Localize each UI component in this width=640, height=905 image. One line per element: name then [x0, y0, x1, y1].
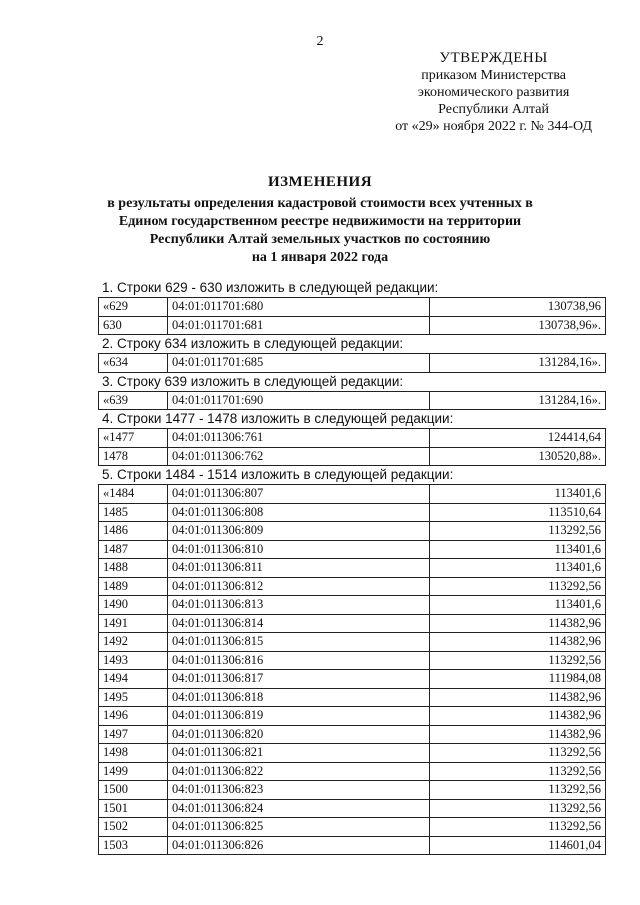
row-number: 1500	[98, 781, 168, 799]
cadastral-number: 04:01:011306:812	[168, 578, 430, 596]
row-number: «629	[98, 298, 168, 316]
table-row	[98, 353, 606, 372]
cadastral-number: 04:01:011306:813	[168, 596, 430, 614]
title-line: на 1 января 2022 года	[251, 250, 389, 265]
cadastral-number: 04:01:011306:762	[168, 448, 430, 466]
cadastral-number: 04:01:011306:761	[168, 429, 430, 447]
table-row	[98, 428, 606, 447]
table-row	[98, 484, 606, 503]
cadastral-value: 113292,56	[430, 763, 606, 781]
cadastral-number: 04:01:011306:816	[168, 652, 430, 670]
row-number: 1493	[98, 652, 168, 670]
table-row	[98, 762, 606, 781]
row-number: «1484	[98, 485, 168, 503]
title-line: в результаты определения кадастровой стоимости всех учтенных в	[107, 196, 533, 211]
table-row	[98, 817, 606, 836]
table-row	[98, 688, 606, 707]
cadastral-value: 113510,64	[430, 504, 606, 522]
document-title	[80, 173, 560, 267]
cadastral-number: 04:01:011306:814	[168, 615, 430, 633]
row-number: 1490	[98, 596, 168, 614]
cadastral-value: 113401,6	[430, 559, 606, 577]
row-number: «1477	[98, 429, 168, 447]
row-number: 1492	[98, 633, 168, 651]
row-number: 1503	[98, 837, 168, 855]
table-row	[98, 632, 606, 651]
row-number: 630	[98, 317, 168, 335]
cadastral-number: 04:01:011306:822	[168, 763, 430, 781]
cadastral-number: 04:01:011306:810	[168, 541, 430, 559]
cadastral-number: 04:01:011306:824	[168, 800, 430, 818]
cadastral-number: 04:01:011306:809	[168, 522, 430, 540]
row-number: 1494	[98, 670, 168, 688]
cadastral-number: 04:01:011306:819	[168, 707, 430, 725]
cadastral-number: 04:01:011306:825	[168, 818, 430, 836]
row-number: «639	[98, 392, 168, 410]
cadastral-number: 04:01:011306:817	[168, 670, 430, 688]
row-number: 1478	[98, 448, 168, 466]
table-row	[98, 316, 606, 335]
cadastral-value: 131284,16».	[430, 354, 606, 372]
cadastral-number: 04:01:011306:808	[168, 504, 430, 522]
approval-heading: УТВЕРЖДЕНЫ	[439, 50, 548, 66]
cadastral-number: 04:01:011306:820	[168, 726, 430, 744]
row-number: 1499	[98, 763, 168, 781]
cadastral-number: 04:01:011701:690	[168, 392, 430, 410]
table-row	[98, 447, 606, 466]
table-row	[98, 614, 606, 633]
row-number: 1498	[98, 744, 168, 762]
section-heading: 5. Строки 1484 - 1514 изложить в следующей редакции:	[98, 465, 606, 484]
cadastral-value: 113401,6	[430, 541, 606, 559]
row-number: 1487	[98, 541, 168, 559]
table-row	[98, 391, 606, 410]
cadastral-number: 04:01:011306:823	[168, 781, 430, 799]
cadastral-number: 04:01:011306:811	[168, 559, 430, 577]
changes-table	[98, 279, 606, 855]
section-heading: 1. Строки 629 - 630 изложить в следующей редакции:	[102, 280, 439, 295]
cadastral-value: 114382,96	[430, 615, 606, 633]
table-row	[98, 651, 606, 670]
cadastral-number: 04:01:011306:826	[168, 837, 430, 855]
approval-line: приказом Министерства	[421, 68, 566, 83]
cadastral-value: 113292,56	[430, 781, 606, 799]
table-row	[98, 725, 606, 744]
table-row	[98, 780, 606, 799]
row-number: 1485	[98, 504, 168, 522]
row-number: 1489	[98, 578, 168, 596]
cadastral-value: 130520,88».	[430, 448, 606, 466]
cadastral-number: 04:01:011701:680	[168, 298, 430, 316]
cadastral-value: 114382,96	[430, 726, 606, 744]
table-row	[98, 297, 606, 316]
cadastral-value: 114382,96	[430, 689, 606, 707]
table-row	[98, 595, 606, 614]
cadastral-value: 131284,16».	[430, 392, 606, 410]
row-number: 1497	[98, 726, 168, 744]
table-row	[98, 540, 606, 559]
cadastral-number: 04:01:011306:815	[168, 633, 430, 651]
title-line: Едином государственном реестре недвижимости на территории	[118, 214, 522, 229]
row-number: 1496	[98, 707, 168, 725]
table-row	[98, 706, 606, 725]
table-row	[98, 669, 606, 688]
table-row	[98, 577, 606, 596]
cadastral-value: 113292,56	[430, 744, 606, 762]
title-line: Республики Алтай земельных участков по состоянию	[149, 232, 491, 247]
approval-line: Республики Алтай	[438, 102, 549, 117]
table-row	[98, 799, 606, 818]
table-row	[98, 558, 606, 577]
cadastral-value: 124414,64	[430, 429, 606, 447]
row-number: 1486	[98, 522, 168, 540]
cadastral-value: 113292,56	[430, 652, 606, 670]
cadastral-value: 130738,96».	[430, 317, 606, 335]
cadastral-value: 113292,56	[430, 818, 606, 836]
cadastral-value: 114601,04	[430, 837, 606, 855]
cadastral-value: 113401,6	[430, 596, 606, 614]
table-row	[98, 521, 606, 540]
approval-line: от «29» ноября 2022 г. № 344-ОД	[395, 119, 592, 134]
row-number: «634	[98, 354, 168, 372]
row-number: 1501	[98, 800, 168, 818]
cadastral-number: 04:01:011306:807	[168, 485, 430, 503]
cadastral-value: 113292,56	[430, 800, 606, 818]
cadastral-number: 04:01:011306:818	[168, 689, 430, 707]
title-main: ИЗМЕНЕНИЯ	[267, 174, 373, 190]
cadastral-value: 114382,96	[430, 707, 606, 725]
table-row	[98, 503, 606, 522]
cadastral-value: 111984,08	[430, 670, 606, 688]
row-number: 1502	[98, 818, 168, 836]
cadastral-value: 114382,96	[430, 633, 606, 651]
section-heading: 4. Строки 1477 - 1478 изложить в следующей редакции:	[98, 409, 606, 428]
row-number: 1491	[98, 615, 168, 633]
table-row	[98, 836, 606, 856]
page-number: 2	[316, 34, 324, 49]
section-heading: 2. Строку 634 изложить в следующей редакции:	[98, 334, 606, 353]
cadastral-number: 04:01:011306:821	[168, 744, 430, 762]
approval-line: экономического развития	[417, 85, 570, 100]
table-row	[98, 743, 606, 762]
cadastral-value: 113292,56	[430, 522, 606, 540]
section-heading: 3. Строку 639 изложить в следующей редакции:	[98, 372, 606, 391]
row-number: 1488	[98, 559, 168, 577]
cadastral-value: 113401,6	[430, 485, 606, 503]
row-number: 1495	[98, 689, 168, 707]
cadastral-number: 04:01:011701:681	[168, 317, 430, 335]
cadastral-value: 113292,56	[430, 578, 606, 596]
cadastral-value: 130738,96	[430, 298, 606, 316]
approval-stamp	[395, 50, 592, 135]
cadastral-number: 04:01:011701:685	[168, 354, 430, 372]
